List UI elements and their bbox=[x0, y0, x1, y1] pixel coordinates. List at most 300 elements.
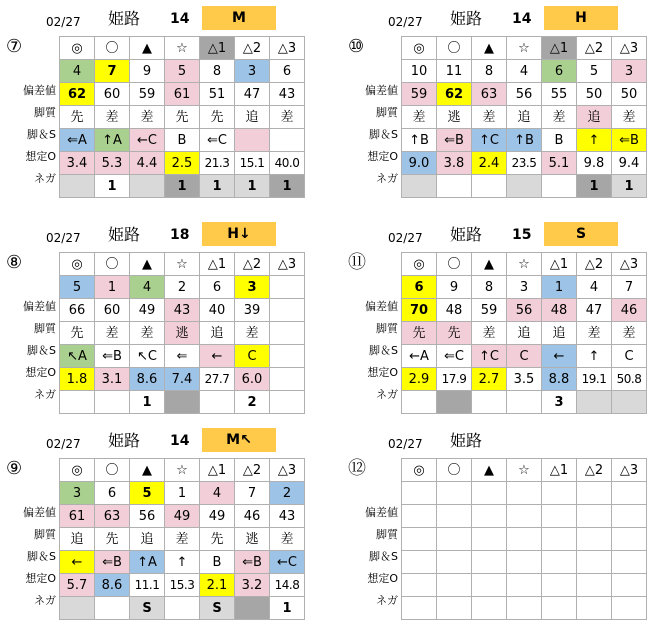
row-label: 偏差値 bbox=[365, 506, 398, 519]
grid-cell: 3.8 bbox=[437, 152, 472, 175]
grid-cell: ↑ bbox=[165, 551, 200, 574]
grid-cell: 3 bbox=[542, 391, 577, 414]
grid-cell: 5 bbox=[60, 276, 95, 299]
grid-cell: 逃 bbox=[437, 106, 472, 129]
row-label: 脚＆S bbox=[369, 550, 398, 563]
grid-cell: 61 bbox=[165, 83, 200, 106]
grid-cell: ⇐B bbox=[95, 551, 130, 574]
grid-row bbox=[60, 345, 305, 368]
grid-cell: 7 bbox=[235, 482, 270, 505]
race-panel bbox=[344, 428, 670, 634]
grid-cell: 5.1 bbox=[542, 152, 577, 175]
grid-cell: 21.3 bbox=[200, 152, 235, 175]
grid-cell bbox=[437, 391, 472, 414]
grid-cell: 43 bbox=[270, 505, 305, 528]
grid-cell: 27.7 bbox=[200, 368, 235, 391]
grid-cell: 差 bbox=[577, 322, 612, 345]
grid-cell: 差 bbox=[472, 322, 507, 345]
grid-cell bbox=[472, 482, 507, 505]
track-name: 姫路 bbox=[108, 225, 141, 244]
grid-cell: 17.9 bbox=[437, 368, 472, 391]
grid-cell bbox=[437, 175, 472, 198]
grid-cell: △3 bbox=[612, 459, 647, 482]
grid-cell: △3 bbox=[612, 253, 647, 276]
grid-cell: 10 bbox=[402, 60, 437, 83]
grid-cell: 56 bbox=[130, 505, 165, 528]
grid-row bbox=[402, 60, 647, 83]
grid-cell: 1 bbox=[612, 175, 647, 198]
grid-cell bbox=[472, 391, 507, 414]
grid-cell bbox=[577, 574, 612, 597]
row-label: 脚＆S bbox=[369, 128, 398, 141]
grid-cell bbox=[612, 574, 647, 597]
grid-cell: 2 bbox=[235, 391, 270, 414]
grid-cell bbox=[235, 129, 270, 152]
grid-cell bbox=[542, 574, 577, 597]
grid-cell bbox=[577, 551, 612, 574]
grid-cell: ☆ bbox=[507, 253, 542, 276]
grid-cell: 1 bbox=[542, 276, 577, 299]
grid-cell: ↖A bbox=[60, 345, 95, 368]
grid-cell: △3 bbox=[270, 37, 305, 60]
grid-cell: 46 bbox=[612, 299, 647, 322]
grid-cell: ⇐B bbox=[437, 129, 472, 152]
grid-cell: 19.1 bbox=[577, 368, 612, 391]
grid-cell bbox=[200, 391, 235, 414]
grid-cell: ◎ bbox=[402, 37, 437, 60]
row-label: 偏差値 bbox=[23, 506, 56, 519]
grid-cell bbox=[130, 175, 165, 198]
grid-cell: 差 bbox=[612, 322, 647, 345]
grid-cell: △1 bbox=[200, 37, 235, 60]
grid-cell bbox=[60, 597, 95, 620]
horse-grid bbox=[401, 252, 647, 414]
grid-cell: 11.1 bbox=[130, 574, 165, 597]
grid-cell: 2.7 bbox=[472, 368, 507, 391]
grid-cell: ▲ bbox=[130, 253, 165, 276]
grid-cell: 1 bbox=[165, 482, 200, 505]
grid-cell: ◎ bbox=[402, 253, 437, 276]
grid-cell: 4 bbox=[200, 482, 235, 505]
grid-cell: 5.7 bbox=[60, 574, 95, 597]
grid-cell: 56 bbox=[507, 83, 542, 106]
grid-cell: ↑B bbox=[402, 129, 437, 152]
grid-cell: 40 bbox=[200, 299, 235, 322]
grid-cell: 9.0 bbox=[402, 152, 437, 175]
horse-grid bbox=[401, 36, 647, 198]
row-label: 脚＆S bbox=[27, 550, 56, 563]
race-panel bbox=[344, 222, 670, 428]
condition-tag: S bbox=[544, 222, 618, 246]
grid-cell: 59 bbox=[402, 83, 437, 106]
race-number: ⑩ bbox=[348, 36, 365, 57]
race-number: ⑦ bbox=[6, 36, 23, 57]
grid-row bbox=[60, 322, 305, 345]
grid-cell: 11 bbox=[437, 60, 472, 83]
grid-cell bbox=[270, 368, 305, 391]
race-number: ⑨ bbox=[6, 458, 23, 479]
grid-cell: 差 bbox=[95, 106, 130, 129]
grid-cell: 4 bbox=[60, 60, 95, 83]
grid-row bbox=[402, 276, 647, 299]
grid-row bbox=[60, 106, 305, 129]
grid-cell bbox=[402, 551, 437, 574]
grid-cell: 48 bbox=[542, 299, 577, 322]
grid-cell: 追 bbox=[542, 322, 577, 345]
grid-cell: ←C bbox=[130, 129, 165, 152]
grid-row bbox=[402, 597, 647, 620]
grid-cell bbox=[95, 597, 130, 620]
grid-cell: B bbox=[200, 551, 235, 574]
race-number: ⑪ bbox=[348, 252, 366, 273]
grid-cell: 4 bbox=[130, 276, 165, 299]
grid-cell: 差 bbox=[472, 106, 507, 129]
grid-cell: ⇐B bbox=[235, 551, 270, 574]
track-name: 姫路 bbox=[450, 9, 483, 28]
row-label: 想定O bbox=[25, 572, 56, 585]
grid-cell: △1 bbox=[200, 253, 235, 276]
grid-cell: C bbox=[507, 345, 542, 368]
grid-cell bbox=[402, 597, 437, 620]
grid-cell bbox=[507, 528, 542, 551]
grid-cell: 追 bbox=[507, 106, 542, 129]
row-label: 脚質 bbox=[34, 322, 56, 335]
grid-cell: 6 bbox=[200, 276, 235, 299]
grid-cell: 6 bbox=[402, 276, 437, 299]
grid-cell: 差 bbox=[235, 322, 270, 345]
grid-cell bbox=[472, 574, 507, 597]
grid-cell: 1 bbox=[235, 175, 270, 198]
grid-cell: △3 bbox=[612, 37, 647, 60]
grid-cell bbox=[270, 345, 305, 368]
race-date: 02/27 bbox=[46, 15, 81, 29]
grid-row bbox=[60, 175, 305, 198]
grid-cell bbox=[507, 505, 542, 528]
grid-cell: ▲ bbox=[130, 37, 165, 60]
grid-cell: ↑A bbox=[130, 551, 165, 574]
grid-cell bbox=[577, 391, 612, 414]
grid-cell: 追 bbox=[60, 528, 95, 551]
grid-cell: ◎ bbox=[402, 459, 437, 482]
grid-cell: ☆ bbox=[165, 37, 200, 60]
row-label: 脚＆S bbox=[369, 344, 398, 357]
grid-row bbox=[60, 551, 305, 574]
grid-cell: 7 bbox=[612, 276, 647, 299]
horse-grid bbox=[59, 458, 305, 620]
race-panel bbox=[344, 6, 670, 212]
grid-row bbox=[60, 276, 305, 299]
grid-cell: 63 bbox=[472, 83, 507, 106]
grid-cell: 5 bbox=[165, 60, 200, 83]
race-count: 15 bbox=[512, 227, 532, 243]
grid-cell: ←C bbox=[270, 551, 305, 574]
race-count: 14 bbox=[170, 433, 190, 449]
grid-cell: 〇 bbox=[437, 459, 472, 482]
grid-cell: 9 bbox=[437, 276, 472, 299]
race-panel bbox=[2, 428, 328, 634]
grid-cell: 56 bbox=[507, 299, 542, 322]
row-label: 想定O bbox=[367, 150, 398, 163]
row-label: ネガ bbox=[34, 172, 56, 185]
grid-cell: 先 bbox=[60, 106, 95, 129]
grid-cell: ←A bbox=[402, 345, 437, 368]
grid-cell: 3.2 bbox=[235, 574, 270, 597]
grid-row bbox=[60, 597, 305, 620]
row-label: ネガ bbox=[376, 388, 398, 401]
grid-row bbox=[402, 152, 647, 175]
grid-cell: 追 bbox=[577, 106, 612, 129]
grid-cell bbox=[507, 574, 542, 597]
grid-cell: △3 bbox=[270, 459, 305, 482]
grid-cell: 追 bbox=[200, 322, 235, 345]
grid-cell: S bbox=[130, 597, 165, 620]
grid-cell: 9 bbox=[130, 60, 165, 83]
grid-cell bbox=[270, 129, 305, 152]
grid-cell: 先 bbox=[60, 322, 95, 345]
grid-cell: ▲ bbox=[472, 37, 507, 60]
row-label: 偏差値 bbox=[365, 300, 398, 313]
grid-cell: △1 bbox=[542, 459, 577, 482]
grid-row bbox=[402, 459, 647, 482]
grid-cell: 60 bbox=[95, 83, 130, 106]
grid-row bbox=[402, 106, 647, 129]
grid-cell bbox=[165, 391, 200, 414]
grid-cell: △2 bbox=[235, 253, 270, 276]
grid-cell bbox=[577, 482, 612, 505]
grid-cell bbox=[507, 597, 542, 620]
grid-cell: △1 bbox=[542, 253, 577, 276]
grid-cell: 1 bbox=[165, 175, 200, 198]
grid-cell: 追 bbox=[507, 322, 542, 345]
grid-cell: 3.1 bbox=[95, 368, 130, 391]
grid-cell: 1 bbox=[130, 391, 165, 414]
grid-cell: 1 bbox=[95, 175, 130, 198]
panel-header bbox=[344, 6, 670, 32]
panel-header bbox=[344, 222, 670, 248]
row-label: 想定O bbox=[25, 150, 56, 163]
grid-row bbox=[402, 129, 647, 152]
grid-cell: 61 bbox=[60, 505, 95, 528]
row-label: ネガ bbox=[34, 594, 56, 607]
grid-cell: 〇 bbox=[95, 37, 130, 60]
grid-cell: 先 bbox=[200, 528, 235, 551]
grid-cell: 66 bbox=[60, 299, 95, 322]
race-date: 02/27 bbox=[388, 15, 423, 29]
grid-cell: ⇐ bbox=[165, 345, 200, 368]
grid-row bbox=[402, 368, 647, 391]
grid-cell: 差 bbox=[270, 106, 305, 129]
grid-row bbox=[402, 322, 647, 345]
grid-cell bbox=[437, 574, 472, 597]
grid-row bbox=[60, 459, 305, 482]
grid-row bbox=[402, 505, 647, 528]
grid-cell: ☆ bbox=[165, 459, 200, 482]
grid-cell: 60 bbox=[95, 299, 130, 322]
grid-cell: 62 bbox=[60, 83, 95, 106]
grid-cell: 49 bbox=[200, 505, 235, 528]
grid-cell bbox=[577, 505, 612, 528]
grid-cell: △2 bbox=[577, 37, 612, 60]
row-label: 偏差値 bbox=[23, 300, 56, 313]
grid-cell: ▲ bbox=[472, 253, 507, 276]
condition-tag: M↖ bbox=[202, 428, 276, 452]
grid-cell bbox=[472, 551, 507, 574]
grid-cell: ← bbox=[200, 345, 235, 368]
horse-grid bbox=[401, 458, 647, 620]
grid-cell: 5 bbox=[130, 482, 165, 505]
grid-cell: △1 bbox=[200, 459, 235, 482]
condition-tag: H↓ bbox=[202, 222, 276, 246]
row-label: 偏差値 bbox=[23, 84, 56, 97]
grid-cell: 46 bbox=[235, 505, 270, 528]
row-label: 脚＆S bbox=[27, 344, 56, 357]
grid-cell bbox=[472, 597, 507, 620]
horse-grid bbox=[59, 36, 305, 198]
grid-cell: 2.5 bbox=[165, 152, 200, 175]
grid-cell bbox=[542, 482, 577, 505]
grid-cell: 15.1 bbox=[235, 152, 270, 175]
grid-cell: 7.4 bbox=[165, 368, 200, 391]
grid-cell: 50 bbox=[612, 83, 647, 106]
grid-cell: 70 bbox=[402, 299, 437, 322]
grid-cell bbox=[542, 175, 577, 198]
grid-row bbox=[402, 37, 647, 60]
grid-cell: 3 bbox=[612, 60, 647, 83]
grid-cell: 4 bbox=[577, 276, 612, 299]
grid-row bbox=[60, 152, 305, 175]
track-name: 姫路 bbox=[450, 225, 483, 244]
grid-cell: 先 bbox=[95, 528, 130, 551]
grid-cell bbox=[270, 276, 305, 299]
grid-cell: ⇐B bbox=[95, 345, 130, 368]
race-date: 02/27 bbox=[46, 437, 81, 451]
grid-cell: 1 bbox=[270, 175, 305, 198]
grid-cell: 1 bbox=[270, 597, 305, 620]
grid-cell bbox=[507, 551, 542, 574]
grid-cell: 1 bbox=[200, 175, 235, 198]
grid-cell: ⇐A bbox=[60, 129, 95, 152]
grid-row bbox=[60, 391, 305, 414]
grid-cell bbox=[270, 391, 305, 414]
grid-row bbox=[60, 574, 305, 597]
grid-cell bbox=[612, 505, 647, 528]
grid-cell: 8 bbox=[472, 276, 507, 299]
grid-cell: 39 bbox=[235, 299, 270, 322]
grid-cell: 3 bbox=[235, 276, 270, 299]
grid-cell bbox=[472, 175, 507, 198]
grid-cell bbox=[507, 175, 542, 198]
grid-cell: 8.8 bbox=[542, 368, 577, 391]
grid-cell: 先 bbox=[437, 322, 472, 345]
grid-cell: 49 bbox=[165, 505, 200, 528]
grid-cell: △2 bbox=[235, 37, 270, 60]
grid-cell bbox=[270, 322, 305, 345]
grid-row bbox=[402, 482, 647, 505]
grid-row bbox=[60, 482, 305, 505]
grid-cell: ◎ bbox=[60, 37, 95, 60]
grid-cell: 50.8 bbox=[612, 368, 647, 391]
grid-cell bbox=[437, 528, 472, 551]
grid-cell: ↑C bbox=[472, 129, 507, 152]
grid-cell: ↑C bbox=[472, 345, 507, 368]
grid-cell: ▲ bbox=[472, 459, 507, 482]
grid-cell bbox=[612, 551, 647, 574]
grid-row bbox=[60, 528, 305, 551]
grid-cell: ◎ bbox=[60, 253, 95, 276]
grid-cell bbox=[612, 528, 647, 551]
grid-cell bbox=[577, 528, 612, 551]
grid-cell: 1 bbox=[95, 276, 130, 299]
grid-row bbox=[402, 175, 647, 198]
condition-tag: H bbox=[544, 6, 618, 30]
grid-cell: ↑ bbox=[577, 129, 612, 152]
row-label: 脚質 bbox=[34, 528, 56, 541]
grid-cell bbox=[437, 551, 472, 574]
grid-row bbox=[60, 83, 305, 106]
grid-cell: 5 bbox=[577, 60, 612, 83]
grid-row bbox=[402, 253, 647, 276]
grid-cell: 49 bbox=[130, 299, 165, 322]
grid-cell: 2.4 bbox=[472, 152, 507, 175]
grid-cell: 6.0 bbox=[235, 368, 270, 391]
grid-cell bbox=[612, 482, 647, 505]
grid-cell: ☆ bbox=[165, 253, 200, 276]
grid-cell: △2 bbox=[577, 459, 612, 482]
grid-cell: 〇 bbox=[95, 459, 130, 482]
grid-cell: △2 bbox=[577, 253, 612, 276]
grid-cell: ◎ bbox=[60, 459, 95, 482]
grid-cell: 先 bbox=[200, 106, 235, 129]
grid-cell: 3 bbox=[235, 60, 270, 83]
grid-cell: 47 bbox=[577, 299, 612, 322]
grid-cell: ← bbox=[542, 345, 577, 368]
grid-cell bbox=[472, 505, 507, 528]
grid-cell: 3.4 bbox=[60, 152, 95, 175]
grid-row bbox=[402, 345, 647, 368]
race-count: 14 bbox=[170, 11, 190, 27]
row-label: 脚＆S bbox=[27, 128, 56, 141]
grid-row bbox=[402, 391, 647, 414]
grid-row bbox=[60, 37, 305, 60]
row-label: 脚質 bbox=[376, 528, 398, 541]
grid-cell bbox=[577, 597, 612, 620]
race-date: 02/27 bbox=[388, 437, 423, 451]
grid-cell: 3.5 bbox=[507, 368, 542, 391]
race-panel bbox=[2, 222, 328, 428]
grid-cell bbox=[60, 391, 95, 414]
grid-cell: 43 bbox=[165, 299, 200, 322]
grid-cell bbox=[542, 505, 577, 528]
grid-cell: ⇐C bbox=[437, 345, 472, 368]
grid-cell: 6 bbox=[542, 60, 577, 83]
grid-cell bbox=[437, 482, 472, 505]
grid-cell: 43 bbox=[270, 83, 305, 106]
grid-cell: 2.1 bbox=[200, 574, 235, 597]
grid-cell: 差 bbox=[402, 106, 437, 129]
race-count: 18 bbox=[170, 227, 190, 243]
grid-cell: ⇐B bbox=[612, 129, 647, 152]
row-label: 脚質 bbox=[376, 106, 398, 119]
grid-cell: △1 bbox=[542, 37, 577, 60]
row-label: 脚質 bbox=[376, 322, 398, 335]
grid-cell: 8.6 bbox=[130, 368, 165, 391]
row-label: 偏差値 bbox=[365, 84, 398, 97]
grid-cell: C bbox=[612, 345, 647, 368]
grid-cell: 59 bbox=[130, 83, 165, 106]
grid-cell bbox=[402, 528, 437, 551]
grid-cell: 3 bbox=[60, 482, 95, 505]
row-label: ネガ bbox=[34, 388, 56, 401]
